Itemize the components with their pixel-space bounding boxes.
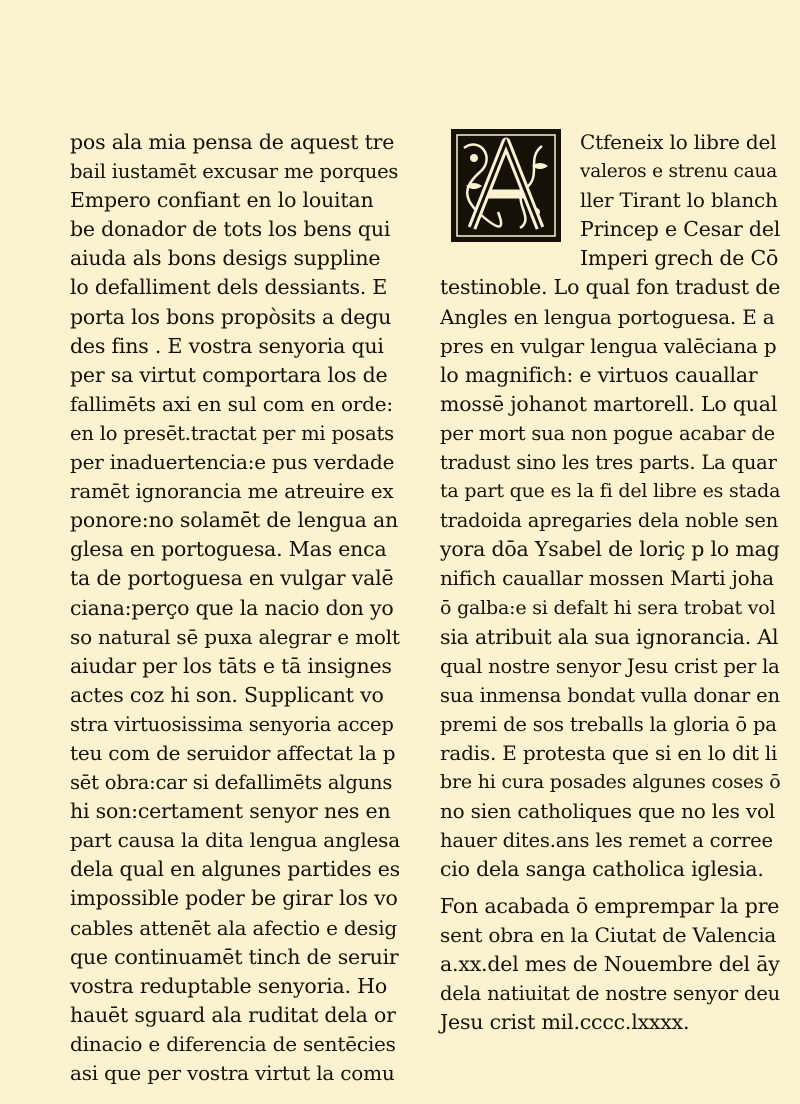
text-line: lo defalliment dels dessiants. E bbox=[70, 275, 388, 300]
text-line: sua inmensa bondat vulla donar en bbox=[440, 683, 780, 707]
text-line: per sa virtut comportara los de bbox=[70, 362, 388, 387]
text-line: tradoida apregaries dela noble sen bbox=[440, 509, 779, 533]
text-line: bail iustamēt excusar me porques bbox=[70, 160, 399, 184]
text-line: hauer dites.ans les remet a corree bbox=[440, 829, 773, 853]
text-line: aiudar per los tāts e tā insignes bbox=[70, 653, 392, 678]
text-line: sent obra en la Ciutat de Valencia bbox=[440, 923, 777, 948]
text-line: dela natiuitat de nostre senyor deu bbox=[440, 982, 781, 1006]
text-line: impossible poder be girar los vo bbox=[70, 886, 398, 911]
text-line: teu com de seruidor affectat la p bbox=[70, 740, 396, 765]
text-line: ō galba:e si defalt hi sera trobat vol bbox=[440, 596, 776, 619]
text-line: hi son:certament senyor nes en bbox=[70, 799, 391, 824]
text-line: Imperi grech de Cō bbox=[580, 246, 779, 271]
text-line: Fon acabada ō emprempar la pre bbox=[440, 894, 780, 918]
text-line: glesa en portoguesa. Mas enca bbox=[70, 537, 387, 562]
text-line: en lo presēt.tractat per mi posats bbox=[70, 421, 394, 445]
text-line: sēt obra:car si defallimēts alguns bbox=[70, 771, 393, 795]
text-line: cio dela sanga catholica iglesia. bbox=[440, 857, 764, 882]
text-line: cables attenēt ala afectio e desig bbox=[70, 915, 398, 940]
text-line: Jesu crist mil.cccc.lxxxx. bbox=[440, 1010, 690, 1035]
text-line: so natural sē puxa alegrar e molt bbox=[70, 624, 400, 649]
text-line: per inaduertencia:e pus verdade bbox=[70, 450, 395, 475]
right-column-text bbox=[440, 128, 780, 884]
text-line: bre hi cura posades algunes coses ō bbox=[440, 771, 781, 794]
text-line: vostra reduptable senyoria. Ho bbox=[70, 973, 387, 998]
text-line: premi de sos treballs la gloria ō pa bbox=[440, 712, 777, 736]
text-line: pres en vulgar lengua valēciana p bbox=[440, 333, 777, 358]
text-line: ta de portoguesa en vulgar valē bbox=[70, 566, 394, 591]
text-line: ller Tirant lo blanch bbox=[580, 188, 778, 213]
text-line: aiuda als bons desigs suppline bbox=[70, 246, 381, 271]
text-line: dinacio e diferencia de sentēcies bbox=[70, 1031, 396, 1056]
text-line: asi que per vostra virtut la comu bbox=[70, 1061, 395, 1085]
text-line: dela qual en algunes partides es bbox=[70, 857, 400, 882]
text-line: lo magnifich: e virtuos cauallar bbox=[440, 362, 758, 387]
text-line: pos ala mia pensa de aquest tre bbox=[70, 130, 395, 154]
text-line: sia atribuit ala sua ignorancia. Al bbox=[440, 624, 779, 649]
text-line: Empero confiant en lo louitan bbox=[70, 188, 374, 213]
colophon-text bbox=[440, 892, 780, 1037]
text-line: mossē johanot martorell. Lo qual bbox=[440, 391, 778, 416]
text-line: nifich cauallar mossen Marti joha bbox=[440, 566, 774, 591]
text-line: no sien catholiques que no les vol bbox=[440, 799, 775, 824]
text-line: valeros e strenu caua bbox=[580, 161, 778, 183]
text-line: qual nostre senyor Jesu crist per la bbox=[440, 654, 780, 678]
left-column-text bbox=[70, 128, 400, 1088]
text-line: testinoble. Lo qual fon tradust de bbox=[440, 275, 781, 300]
text-line: ponore:no solamēt de lengua an bbox=[70, 508, 399, 533]
text-line: tradust sino les tres parts. La quar bbox=[440, 451, 777, 475]
text-line: a.xx.del mes de Nouembre del āy bbox=[440, 952, 780, 977]
text-line: radis. E protesta que si en lo dit li bbox=[440, 740, 778, 765]
text-line: que continuamēt tinch de seruir bbox=[70, 944, 399, 969]
text-line: part causa la dita lengua anglesa bbox=[70, 828, 400, 853]
text-line: fallimēts axi en sul com en orde: bbox=[70, 391, 393, 416]
text-line: ciana:perço que la nacio don yo bbox=[70, 595, 394, 620]
text-line: Ctfeneix lo libre del bbox=[580, 130, 777, 154]
text-line: ramēt ignorancia me atreuire ex bbox=[70, 479, 394, 504]
text-line: per mort sua non pogue acabar de bbox=[440, 421, 776, 445]
text-line: hauēt sguard ala ruditat dela or bbox=[70, 1002, 396, 1027]
text-line: be donador de tots los bens qui bbox=[70, 217, 391, 242]
text-line: des fins . E vostra senyoria qui bbox=[70, 333, 384, 358]
text-line: actes coz hi son. Supplicant vo bbox=[70, 682, 384, 707]
text-line: Princep e Cesar del bbox=[580, 217, 781, 242]
text-line: Angles en lengua portoguesa. E a bbox=[440, 304, 775, 329]
text-line: stra virtuosissima senyoria accep bbox=[70, 712, 394, 736]
text-line: porta los bons propòsits a degu bbox=[70, 304, 392, 329]
text-line: yora dōa Ysabel de loriç p lo mag bbox=[440, 537, 780, 562]
text-line: ta part que es la fi del libre es stada bbox=[440, 480, 781, 503]
